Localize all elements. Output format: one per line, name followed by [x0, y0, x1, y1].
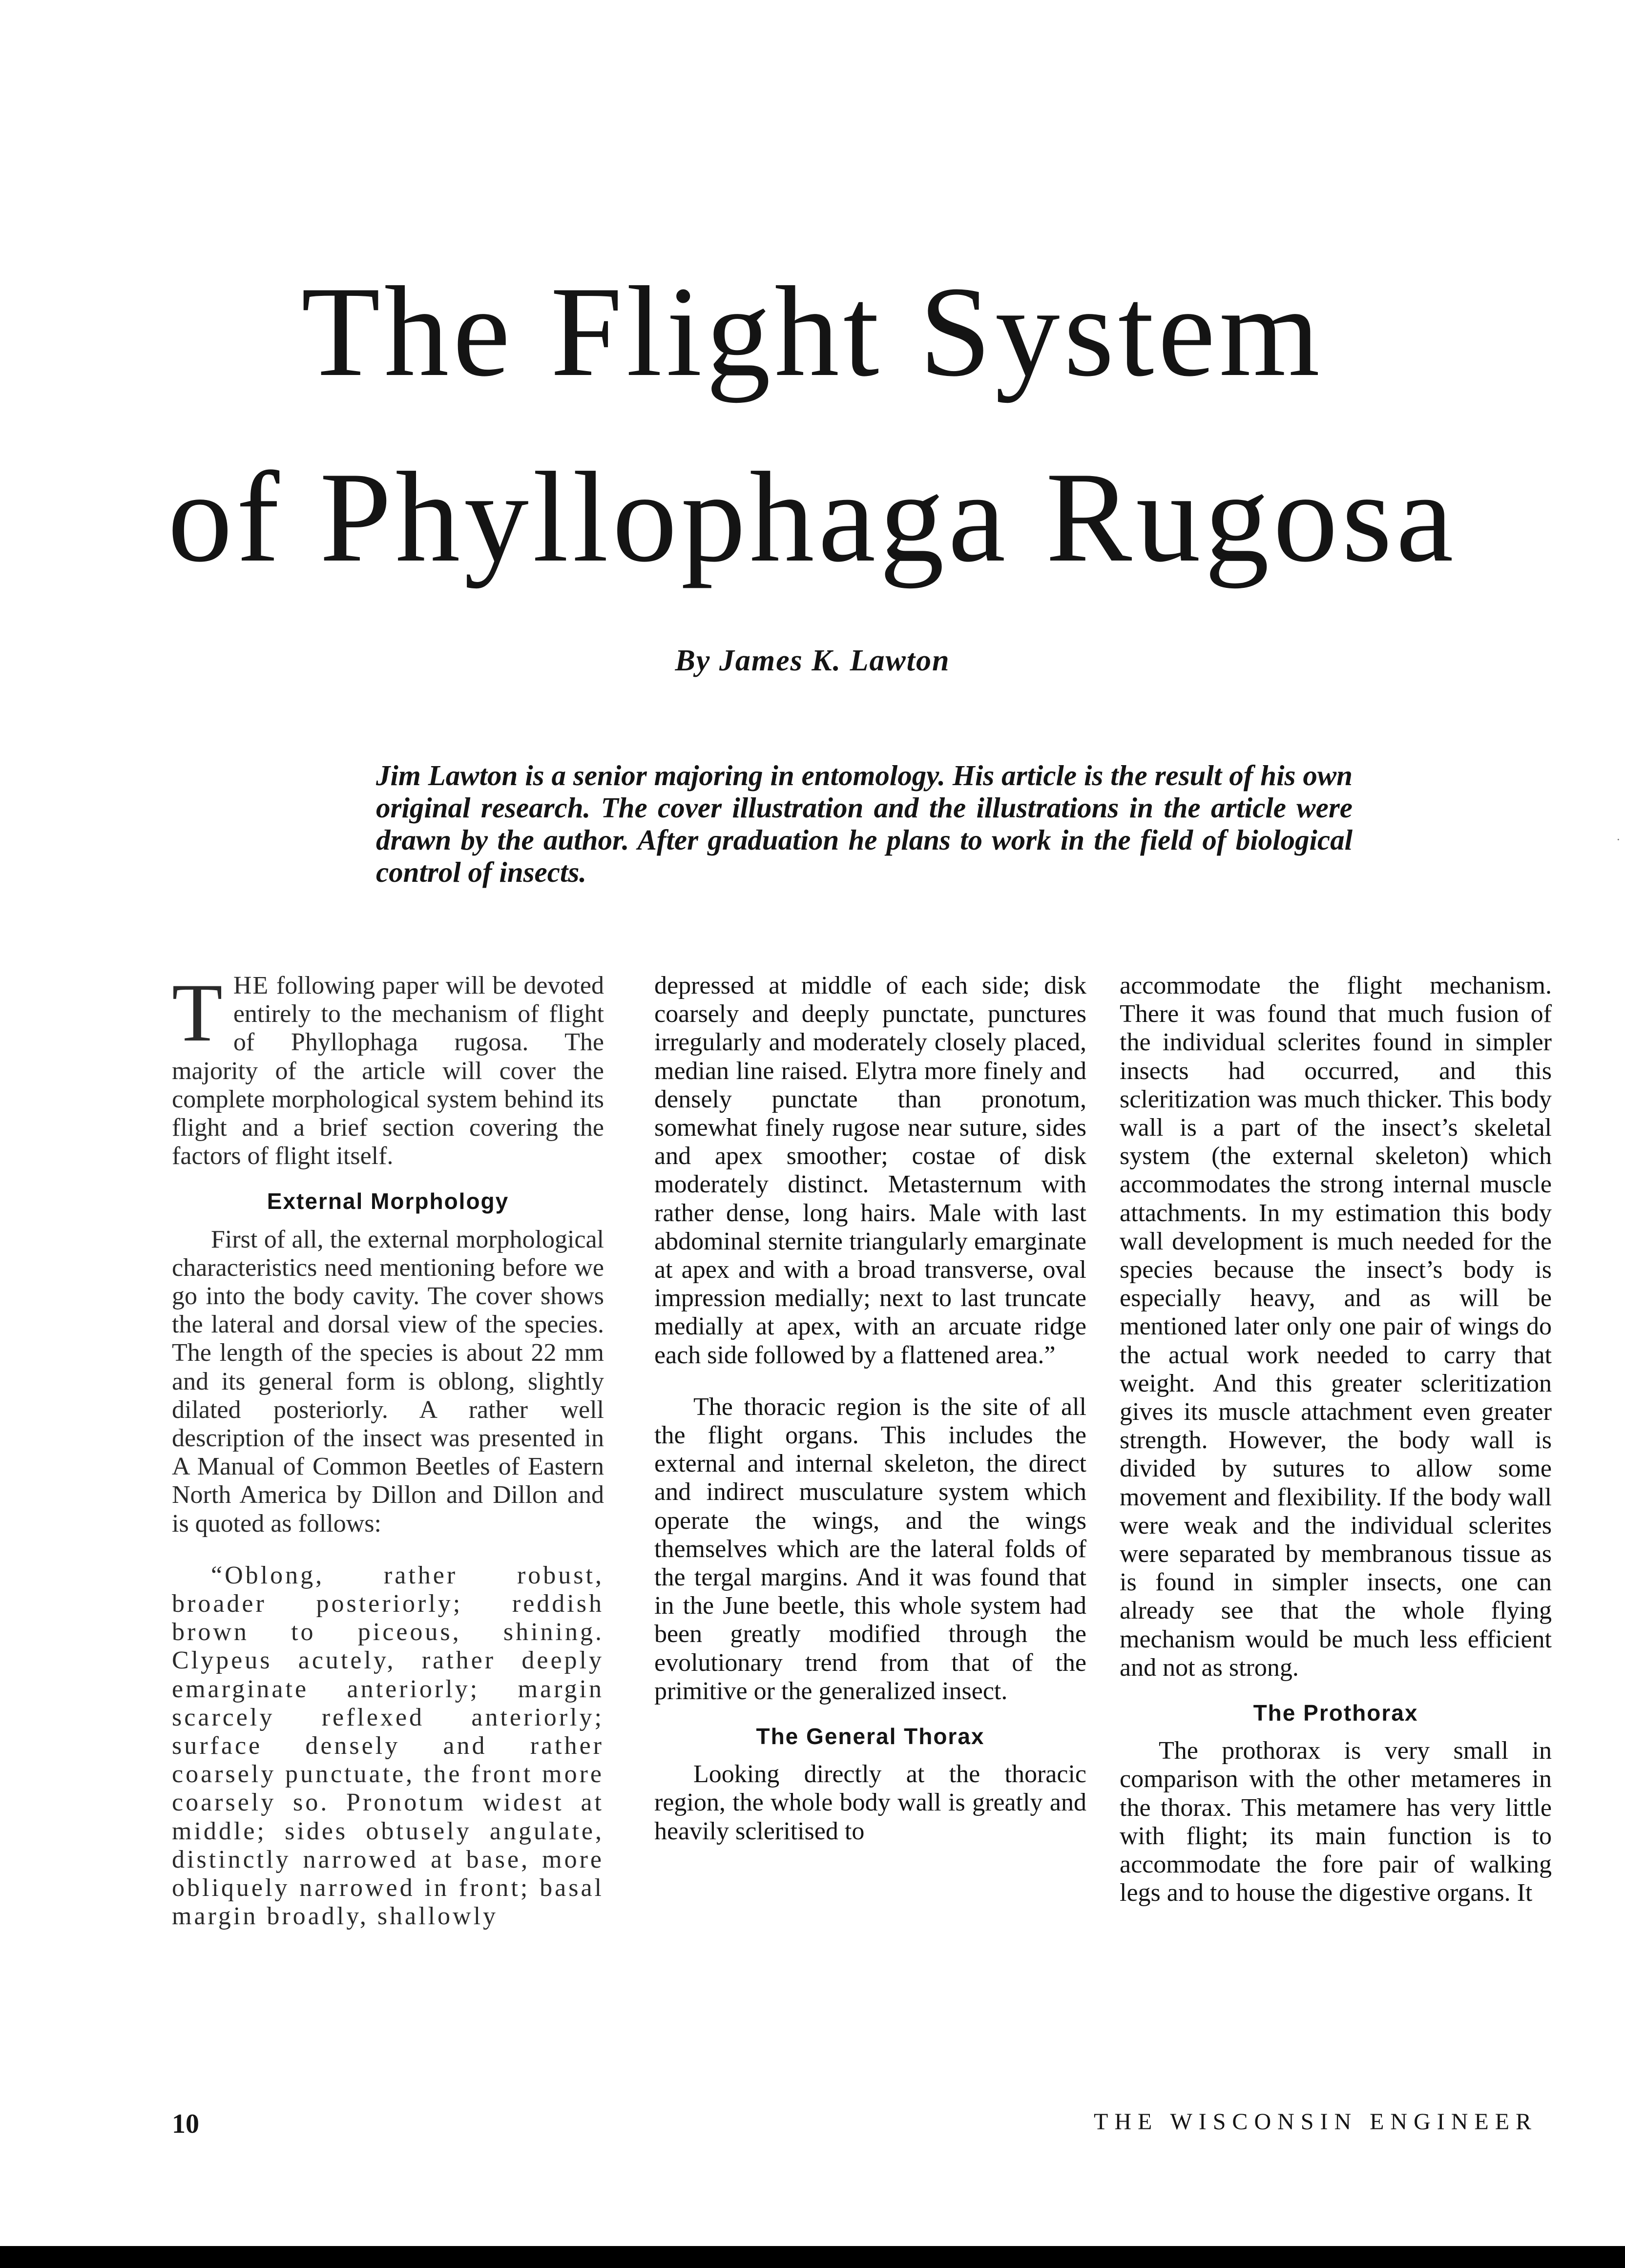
intro-paragraph: [172, 967, 604, 1170]
scan-mark: ·: [1616, 832, 1621, 847]
heading-prothorax: The Prothorax: [1253, 1700, 1418, 1726]
intro-caps: HE: [233, 972, 270, 999]
heading-external-morphology: External Morphology: [267, 1188, 509, 1214]
byline: By James K. Lawton: [675, 644, 950, 677]
heading-general-thorax: The General Thorax: [756, 1724, 985, 1749]
column-2: [654, 972, 1086, 1846]
column-1: [172, 967, 604, 1931]
drop-cap: T: [172, 967, 223, 1059]
accommodate-paragraph: accommodate the flight mechanism. There it was found that much fusion of the individual sclerites found in simpler insects had occurred, and this scleritization was much thicker. This body wall is a part of the insect’s skeletal system (the external skeleton) which accommodates the strong internal muscle attachments. In my estimation this body wall development is much needed for the species because the insect’s body is especially heavy, and as will be mentioned later only one pair of wings do the actual work needed to carry that weight. And this greater scleritization gives its muscle attachment even greater strength. However, the body wall is divided by sutures to allow some movement and flexibility. If the body wall were weak and the individual sclerites were separated by membranous tissue as is found in simpler insects, one can already see that the whole flying mechanism would be much less efficient and not as strong.: [1120, 972, 1552, 1682]
author-abstract: Jim Lawton is a senior majoring in entomology. His article is the result of his own original research. The cover illustration and the illustrations in the article were drawn by the author. After graduation he plans to work in the field of biological control of insects.: [376, 759, 1353, 888]
column-3: [1120, 972, 1552, 1908]
quote-paragraph: “Oblong, rather robust, broader posteriorly; reddish brown to piceous, shining. Clypeus acutely, rather deeply emarginate anteriorly; margin scarcely reflexed anteriorly; surface densely and rather coarsely punctuate, the front more coarsely so. Pronotum widest at middle; sides obtusely angulate, distinctly narrowed at base, more obliquely narrowed in front; basal margin broadly, shallowly: [172, 1561, 604, 1931]
page-number: 10: [172, 2109, 199, 2139]
publication-name: THE WISCONSIN ENGINEER: [1094, 2109, 1538, 2135]
external-morphology-paragraph: First of all, the external morphological characteristics need mentioning before we go into the body cavity. The cover shows the lateral and dorsal view of the species. The length of the species is about 22 mm and its general form is oblong, slightly dilated posteriorly. A rather well description of the insect was presented in A Manual of Common Beetles of Eastern North America by Dillon and Dillon and is quoted as follows:: [172, 1225, 604, 1538]
article-title: [0, 239, 1625, 610]
general-thorax-paragraph: Looking directly at the thoracic region, the whole body wall is greatly and heavily scleritised to: [654, 1760, 1086, 1845]
prothorax-paragraph: The prothorax is very small in comparison with the other metameres in the thorax. This metamere has very little with flight; its main function is to accommodate the fore pair of walking legs and to house the digestive organs. It: [1120, 1737, 1552, 1907]
title-line-1: The Flight System: [301, 260, 1324, 403]
title-line-2: of Phyllophaga Rugosa: [167, 446, 1458, 589]
quote-continuation: depressed at middle of each side; disk coarsely and deeply punctate, punctures irregularly and moderately closely placed, median line raised. Elytra more finely and densely punctate than pronotum, somewhat finely rugose near suture, sides and apex smoother; costae of disk moderately distinct. Metasternum with rather dense, long hairs. Male with last abdominal sternite triangularly emarginate at apex and with a broad transverse, oval impression medially; next to last truncate medially at apex, with an arcuate ridge each side followed by a flattened area.”: [654, 972, 1086, 1369]
thoracic-paragraph: The thoracic region is the site of all the flight organs. This includes the external and internal skeleton, the direct and indirect musculature system which operate the wings, and the wings themselves which are the lateral folds of the tergal margins. And it was found that in the June beetle, this whole system had been greatly modified through the evolutionary trend from that of the primitive or the generalized insect.: [654, 1393, 1086, 1705]
intro-text: following paper will be devoted entirely to the mechanism of flight of Phyllophaga rugosa. The majority of the article will cover the complete morphological system behind its flight and a brief section covering the factors of flight itself.: [172, 972, 604, 1170]
scan-border: [0, 2246, 1625, 2268]
